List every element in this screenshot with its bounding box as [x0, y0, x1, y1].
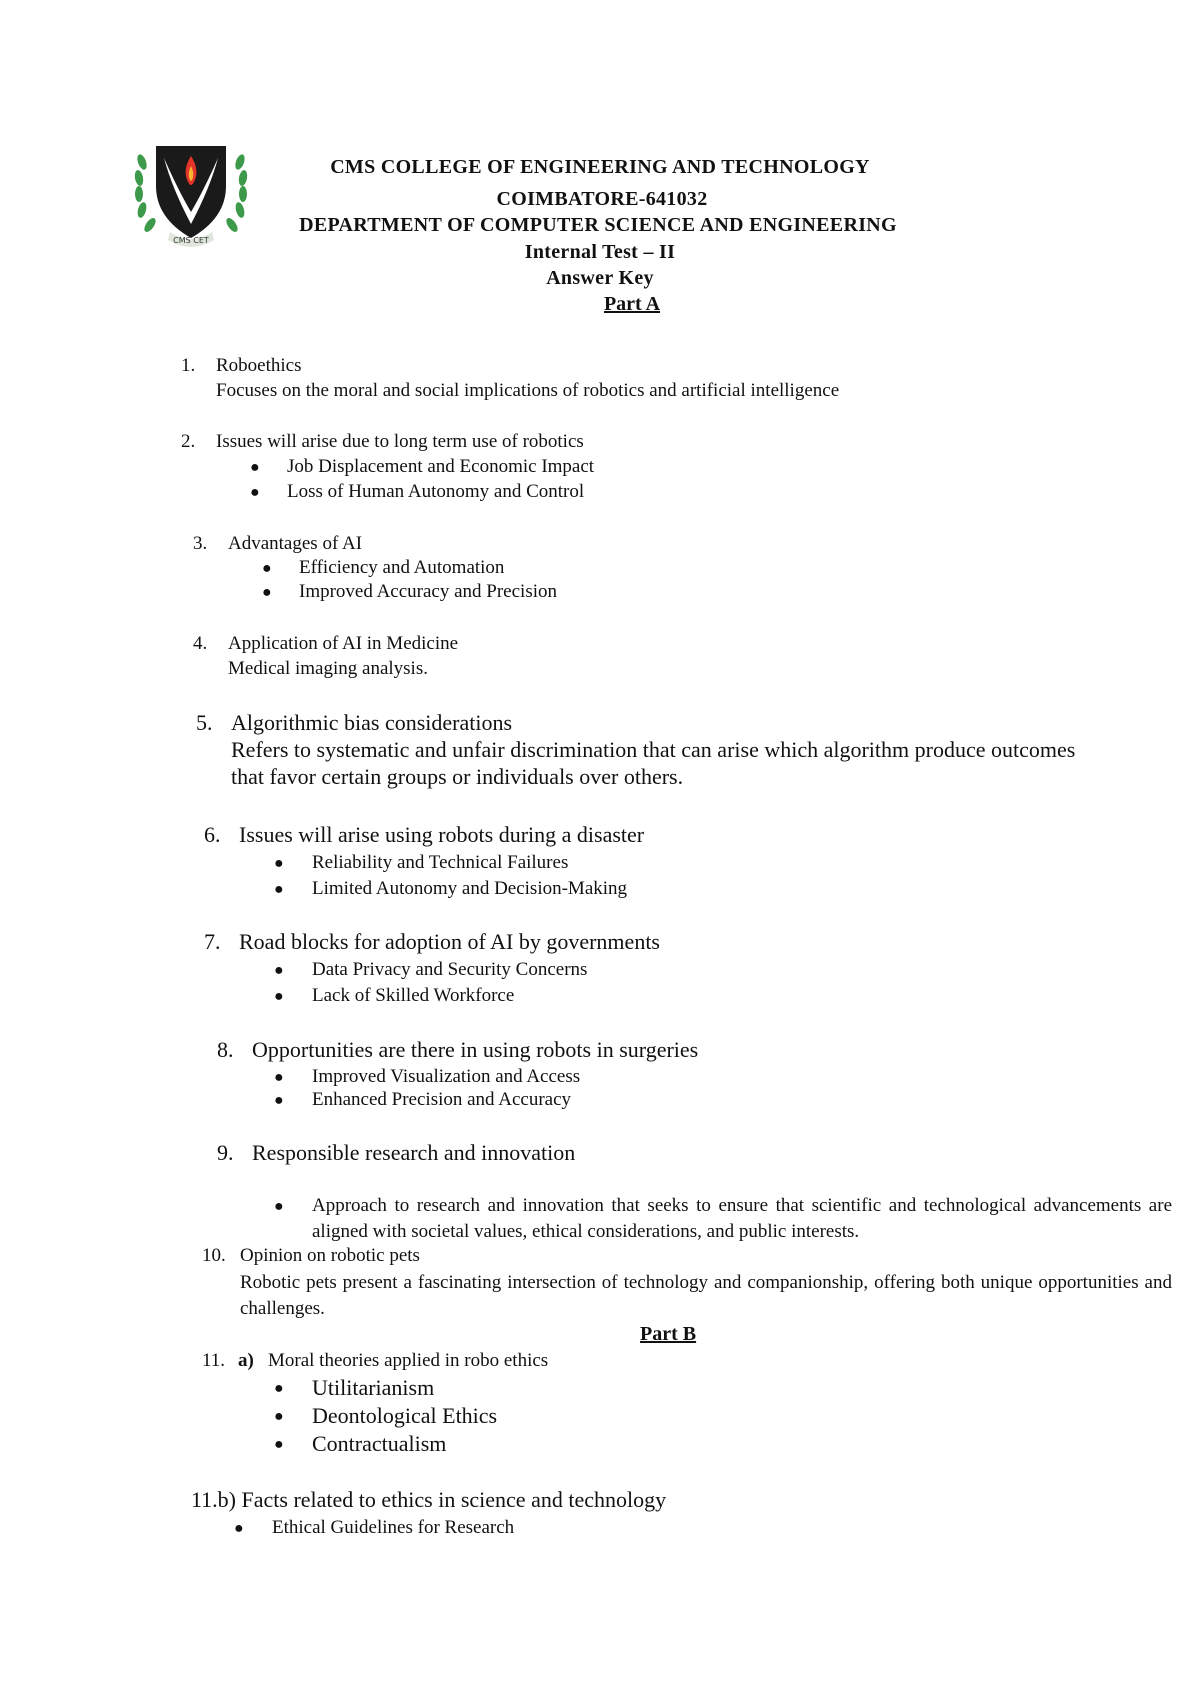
- answer-key-title: Answer Key: [546, 267, 654, 289]
- q9-title: Responsible research and innovation: [252, 1140, 576, 1165]
- q2-bullet-1: Job Displacement and Economic Impact: [287, 456, 595, 477]
- bullet-icon: ●: [274, 855, 284, 872]
- bullet-icon: ●: [274, 1408, 284, 1425]
- bullet-icon: ●: [250, 459, 260, 476]
- svg-text:CMS CET: CMS CET: [173, 236, 209, 245]
- q10-answer: Robotic pets present a fascinating intersection of technology and companionship, offering both unique opportunities and challenges.: [240, 1272, 1172, 1319]
- q6-title: Issues will arise using robots during a disaster: [239, 822, 645, 847]
- q2-title: Issues will arise due to long term use of robotics: [216, 431, 584, 452]
- bullet-icon: ●: [274, 962, 284, 979]
- q11a-letter: a): [238, 1350, 254, 1371]
- part-b-heading: Part B: [640, 1323, 697, 1345]
- q4-number: 4.: [193, 633, 208, 654]
- college-city: COIMBATORE-641032: [496, 188, 708, 210]
- bullet-icon: ●: [274, 988, 284, 1005]
- q10-number: 10.: [202, 1245, 226, 1266]
- q5-title: Algorithmic bias considerations: [231, 710, 513, 735]
- bullet-icon: ●: [274, 1198, 284, 1215]
- test-title: Internal Test – II: [524, 241, 676, 263]
- q4-answer: Medical imaging analysis.: [228, 658, 428, 679]
- q6-bullet-1: Reliability and Technical Failures: [312, 852, 569, 873]
- q5-number: 5.: [196, 710, 213, 735]
- q6-number: 6.: [204, 822, 221, 847]
- q8-bullet-1: Improved Visualization and Access: [312, 1066, 581, 1087]
- q11a-bullet-3: Contractualism: [312, 1431, 447, 1456]
- q2-bullet-2: Loss of Human Autonomy and Control: [287, 481, 585, 502]
- q8-bullet-2: Enhanced Precision and Accuracy: [312, 1089, 572, 1110]
- q8-title: Opportunities are there in using robots in surgeries: [252, 1037, 699, 1062]
- bullet-icon: ●: [234, 1520, 244, 1537]
- q3-title: Advantages of AI: [228, 533, 363, 554]
- q7-bullet-1: Data Privacy and Security Concerns: [312, 959, 588, 980]
- q3-number: 3.: [193, 533, 208, 554]
- q5-answer-line-2: that favor certain groups or individuals over others.: [231, 764, 684, 789]
- q11b-bullet-1: Ethical Guidelines for Research: [272, 1517, 515, 1538]
- bullet-icon: ●: [274, 1092, 284, 1109]
- bullet-icon: ●: [274, 1436, 284, 1453]
- q1-answer: Focuses on the moral and social implications of robotics and artificial intelligence: [216, 380, 840, 401]
- q4-title: Application of AI in Medicine: [228, 633, 459, 654]
- q1-number: 1.: [181, 355, 196, 376]
- q11-number: 11.: [202, 1350, 226, 1371]
- q7-number: 7.: [204, 929, 221, 954]
- q3-bullet-2: Improved Accuracy and Precision: [299, 581, 557, 602]
- q1-title: Roboethics: [216, 355, 302, 376]
- q6-bullet-2: Limited Autonomy and Decision-Making: [312, 878, 628, 899]
- department-name: DEPARTMENT OF COMPUTER SCIENCE AND ENGINEERING: [299, 214, 897, 236]
- q3-bullet-1: Efficiency and Automation: [299, 557, 505, 578]
- q11b-title: 11.b) Facts related to ethics in science and technology: [191, 1487, 667, 1512]
- q9-bullet: Approach to research and innovation that seeks to ensure that scientific and technological advancements are aligned with societal values, ethical considerations, and public interests.: [312, 1195, 1172, 1242]
- bullet-icon: ●: [262, 584, 272, 601]
- q7-title: Road blocks for adoption of AI by governments: [239, 929, 660, 954]
- q11a-bullet-1: Utilitarianism: [312, 1375, 435, 1400]
- part-a-heading: Part A: [603, 293, 661, 315]
- q5-answer-line-1: Refers to systematic and unfair discrimination that can arise which algorithm produce outcomes: [231, 737, 1076, 762]
- bullet-icon: ●: [262, 560, 272, 577]
- bullet-icon: ●: [250, 484, 260, 501]
- bullet-icon: ●: [274, 1069, 284, 1086]
- bullet-icon: ●: [274, 881, 284, 898]
- q7-bullet-2: Lack of Skilled Workforce: [312, 985, 515, 1006]
- bullet-icon: ●: [274, 1380, 284, 1397]
- q8-number: 8.: [217, 1037, 234, 1062]
- q9-number: 9.: [217, 1140, 234, 1165]
- q11a-bullet-2: Deontological Ethics: [312, 1403, 498, 1428]
- q11a-title: Moral theories applied in robo ethics: [268, 1350, 549, 1371]
- q2-number: 2.: [181, 431, 196, 452]
- college-name: CMS COLLEGE OF ENGINEERING AND TECHNOLOGY: [330, 156, 870, 178]
- q10-title: Opinion on robotic pets: [240, 1245, 420, 1266]
